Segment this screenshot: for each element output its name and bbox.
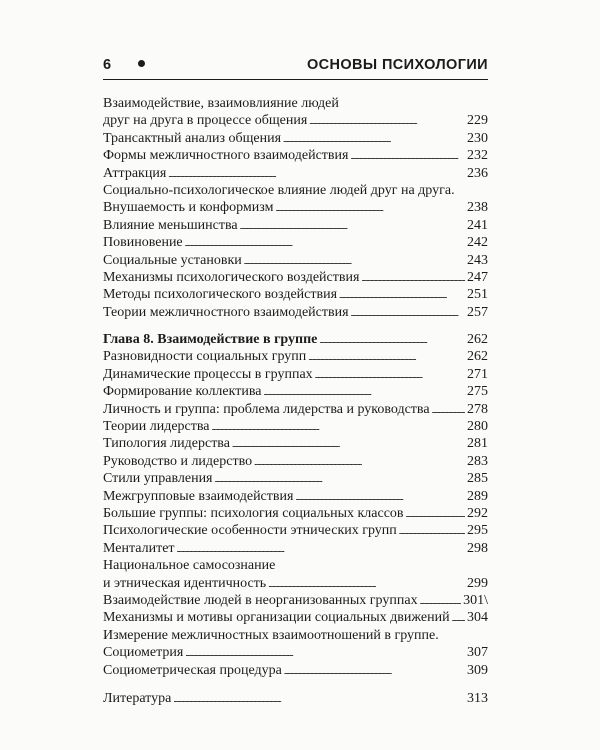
toc-entry-title: Межгрупповые взаимодействия (103, 488, 294, 504)
dot-leader (232, 435, 465, 453)
toc-page-number: 285 (467, 471, 488, 487)
toc-entry-line (103, 592, 488, 609)
toc-page-number: 299 (467, 575, 488, 591)
toc-page-number: 309 (467, 662, 488, 678)
dot-leader (185, 644, 465, 662)
toc-entry-line (103, 488, 488, 505)
dot-leader (399, 522, 465, 540)
dot-leader (284, 662, 465, 680)
header-rule (103, 79, 488, 80)
dot-leader (168, 165, 465, 183)
toc-entry-line (103, 286, 488, 303)
toc-entry-line (103, 470, 488, 487)
toc-page-number: 271 (467, 366, 488, 382)
toc-entry-title: Взаимодействие людей в неорганизованных группах (103, 592, 418, 608)
dot-leader (295, 488, 465, 506)
toc-entry-title: Теории межличностного взаимодействия (103, 304, 349, 320)
toc-entry-title: Формирование коллектива (103, 384, 262, 400)
toc-page-number: 236 (467, 165, 488, 181)
toc-entry-line (103, 435, 488, 452)
toc-page-number: 278 (467, 401, 488, 417)
toc-entry-title: Динамические процессы в группах (103, 366, 313, 382)
toc-entry-line (103, 662, 488, 679)
toc-entry-title: Литература (103, 690, 172, 706)
toc-entry-line (103, 627, 488, 644)
dot-leader (309, 112, 465, 130)
dot-leader (452, 609, 465, 627)
chapter-title: Глава 8. Взаимодействие в группе (103, 332, 318, 348)
toc-entry-title: Руководство и лидерство (103, 453, 253, 469)
toc-entry-line (103, 540, 488, 557)
toc-page-number: 289 (467, 488, 488, 504)
toc-entry-title: Разновидности социальных групп (103, 349, 307, 365)
toc-entry-title: Социометрия (103, 645, 184, 661)
toc-entry-title: Менталитет (103, 540, 175, 556)
dot-leader (319, 331, 465, 349)
dot-leader (173, 690, 465, 708)
toc-entry-line (103, 112, 488, 129)
toc-entry-line (103, 348, 488, 365)
toc-page-number: 230 (467, 130, 488, 146)
toc-entry-line (103, 366, 488, 383)
toc-entry-title: Механизмы и мотивы организации социальных движений (103, 610, 450, 626)
toc-page-number: 298 (467, 540, 488, 556)
dot-leader (350, 147, 465, 165)
toc-entry-line (103, 182, 488, 199)
toc-page-number: 292 (467, 505, 488, 521)
toc-entry-line (103, 304, 488, 321)
toc-entry-title: Повиновение (103, 235, 183, 251)
toc-entry-title: Механизмы психологического воздействия (103, 269, 360, 285)
dot-leader (212, 418, 465, 436)
toc-entry-line (103, 557, 488, 574)
toc-entry-line (103, 252, 488, 269)
toc-page-number: 295 (467, 523, 488, 539)
toc-entry-line (103, 130, 488, 147)
toc-page-number: 275 (467, 384, 488, 400)
toc-entry-line (103, 575, 488, 592)
dot-leader (283, 130, 465, 148)
toc-page-number: 238 (467, 200, 488, 216)
toc-page-number: 232 (467, 148, 488, 164)
dot-leader (339, 286, 465, 304)
toc-entry-title: Аттракция (103, 165, 167, 181)
toc-entry-line (103, 418, 488, 435)
toc-page-number: 262 (467, 349, 488, 365)
toc-entry-line (103, 269, 488, 286)
dot-leader (244, 252, 465, 270)
toc-entry-title: Социометрическая процедура (103, 662, 282, 678)
toc-page-number: 243 (467, 252, 488, 268)
dot-leader (275, 199, 465, 217)
toc-page-number: 281 (467, 436, 488, 452)
toc-entry-title: Стили управления (103, 471, 213, 487)
toc-entry-title: друг на друга в процессе общения (103, 113, 308, 129)
dot-leader (215, 470, 466, 488)
toc-entry-line (103, 383, 488, 400)
dot-leader (240, 217, 465, 235)
toc-entry-line (103, 147, 488, 164)
toc-entry-line (103, 644, 488, 661)
toc-page-number: 229 (467, 113, 488, 129)
header-bullet (138, 60, 145, 67)
dot-leader (351, 304, 465, 322)
toc-page-number: 262 (467, 332, 488, 348)
dot-leader (185, 234, 465, 252)
toc-entry-line (103, 401, 488, 418)
toc-entry-line (103, 95, 488, 112)
toc-entry-line (103, 165, 488, 182)
toc-page-number: 280 (467, 419, 488, 435)
toc-page-number: 241 (467, 217, 488, 233)
toc-page-number: 313 (467, 690, 488, 706)
dot-leader (432, 401, 465, 419)
toc-entry-title: Психологические особенности этнических групп (103, 523, 397, 539)
toc-page-number: 283 (467, 453, 488, 469)
toc-entry-line (103, 199, 488, 216)
toc-entry-title: Большие группы: психология социальных классов (103, 505, 404, 521)
toc-entry-title: Типология лидерства (103, 436, 230, 452)
toc-page-number: 307 (467, 645, 488, 661)
toc-entry-line (103, 609, 488, 626)
dot-leader (315, 366, 465, 384)
toc-entry-title: Социальные установки (103, 252, 242, 268)
toc-entry-title: и этническая идентичность (103, 575, 267, 591)
toc-entry-line (103, 234, 488, 251)
toc-entry-line (103, 522, 488, 539)
toc-page-number: 304 (467, 610, 488, 626)
toc-entry-title: Методы психологического воздействия (103, 287, 338, 303)
dot-leader (177, 540, 465, 558)
toc-entry-title: Социально-психологическое влияние людей друг на друга. (103, 182, 455, 198)
page-number: 6 (103, 57, 112, 73)
toc-page-number: 251 (467, 287, 488, 303)
toc-entry-title: Взаимодействие, взаимовлияние людей (103, 96, 339, 111)
dot-leader (361, 269, 465, 287)
toc-entry-line (103, 331, 488, 348)
dot-leader (264, 383, 466, 401)
toc-page-number: 257 (467, 304, 488, 320)
toc-entry-title: Влияние меньшинства (103, 217, 238, 233)
toc-entry-title: Национальное самосознание (103, 558, 276, 574)
toc-entry-title: Личность и группа: проблема лидерства и руководства (103, 401, 430, 417)
toc-entry-line (103, 217, 488, 234)
toc-entry-title: Формы межличностного взаимодействия (103, 148, 349, 164)
dot-leader (406, 505, 465, 523)
toc-entry-title: Трансактный анализ общения (103, 130, 282, 146)
toc-entry-title: Внушаемость и конформизм (103, 200, 274, 216)
toc-entry-title: Измерение межличностных взаимоотношений в группе. (103, 627, 439, 643)
table-of-contents (103, 95, 488, 707)
dot-leader (308, 348, 465, 366)
dot-leader (420, 592, 462, 610)
toc-entry-line (103, 505, 488, 522)
dot-leader (268, 575, 465, 593)
dot-leader (254, 453, 465, 471)
toc-entry-line (103, 453, 488, 470)
toc-entry-line (103, 690, 488, 707)
running-title: ОСНОВЫ ПСИХОЛОГИИ (306, 57, 488, 73)
toc-page-number: 242 (467, 235, 488, 251)
toc-entry-title: Теории лидерства (103, 419, 210, 435)
page-header (103, 57, 488, 79)
toc-page-number: 301\ (463, 592, 488, 608)
toc-page-number: 247 (467, 269, 488, 285)
